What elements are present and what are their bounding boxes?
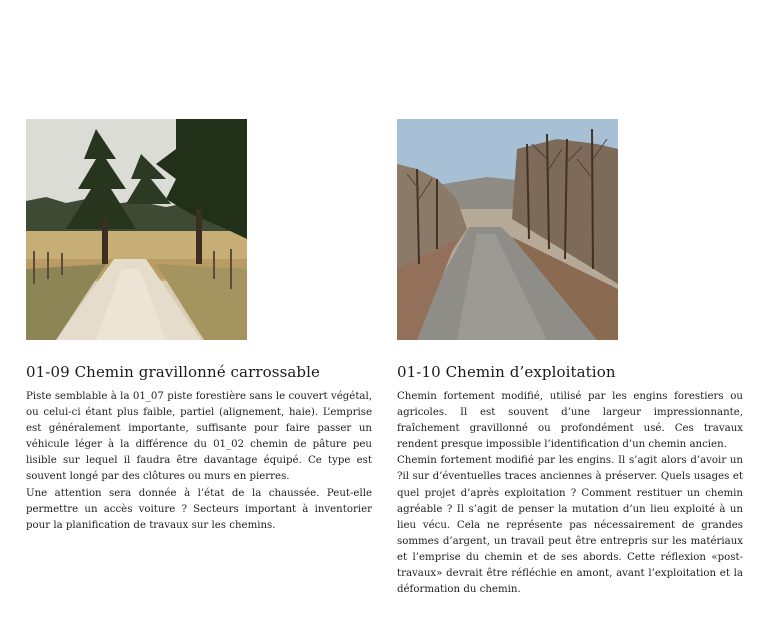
section-body — [397, 389, 743, 598]
section-body — [26, 389, 372, 534]
body-paragraph: Une attention sera donnée à l’état de la chaussée. Peut-elle permettre un accès voiture ? Secteurs important à inventorier pour la planification de travaux sur les chemins. — [26, 487, 372, 531]
section-title: 01-10 Chemin d’exploitation — [397, 363, 616, 381]
section-title: 01-09 Chemin gravillonné carrossable — [26, 363, 320, 381]
body-paragraph: Piste semblable à la 01_07 piste forestière sans le couvert végétal, ou celui-ci étant plus faible, partiel (alignement, haie). L’emprise est généralement importante, suffisante pour faire passer un véhicule léger à la différence du 01_02 chemin de pâture peu lisible sur lequel il faudra être davantage équipé. Ce type est souvent longé par des clôtures ou murs en pierres. — [26, 391, 372, 483]
body-paragraph: Chemin fortement modifié par les engins. Il s’agit alors d’avoir un ?il sur d’éventuelles traces anciennes à préserver. Quels usages et quel projet d’après exploitation ? Comment restituer un chemin agréable ? Il s’agit de penser la mutation d’un lieu exploité à un lieu vécu. Cela ne représente pas nécessairement de grandes sommes d’argent, un travail peut être entrepris sur les matériaux et l’emprise du chemin et de ses abords. Cette réflexion «post-travaux» devrait être réfléchie en amont, avant l’exploitation et la déformation du chemin. — [397, 455, 743, 596]
gravel-path-photo — [26, 119, 247, 340]
logging-road-photo — [397, 119, 618, 340]
body-paragraph: Chemin fortement modifié, utilisé par les engins forestiers ou agricoles. Il est souvent d’une largeur impressionnante, fraîchement gravillonné ou profondément usé. Ces travaux rendent presque impossible l’identification d’un chemin ancien. — [397, 391, 743, 451]
